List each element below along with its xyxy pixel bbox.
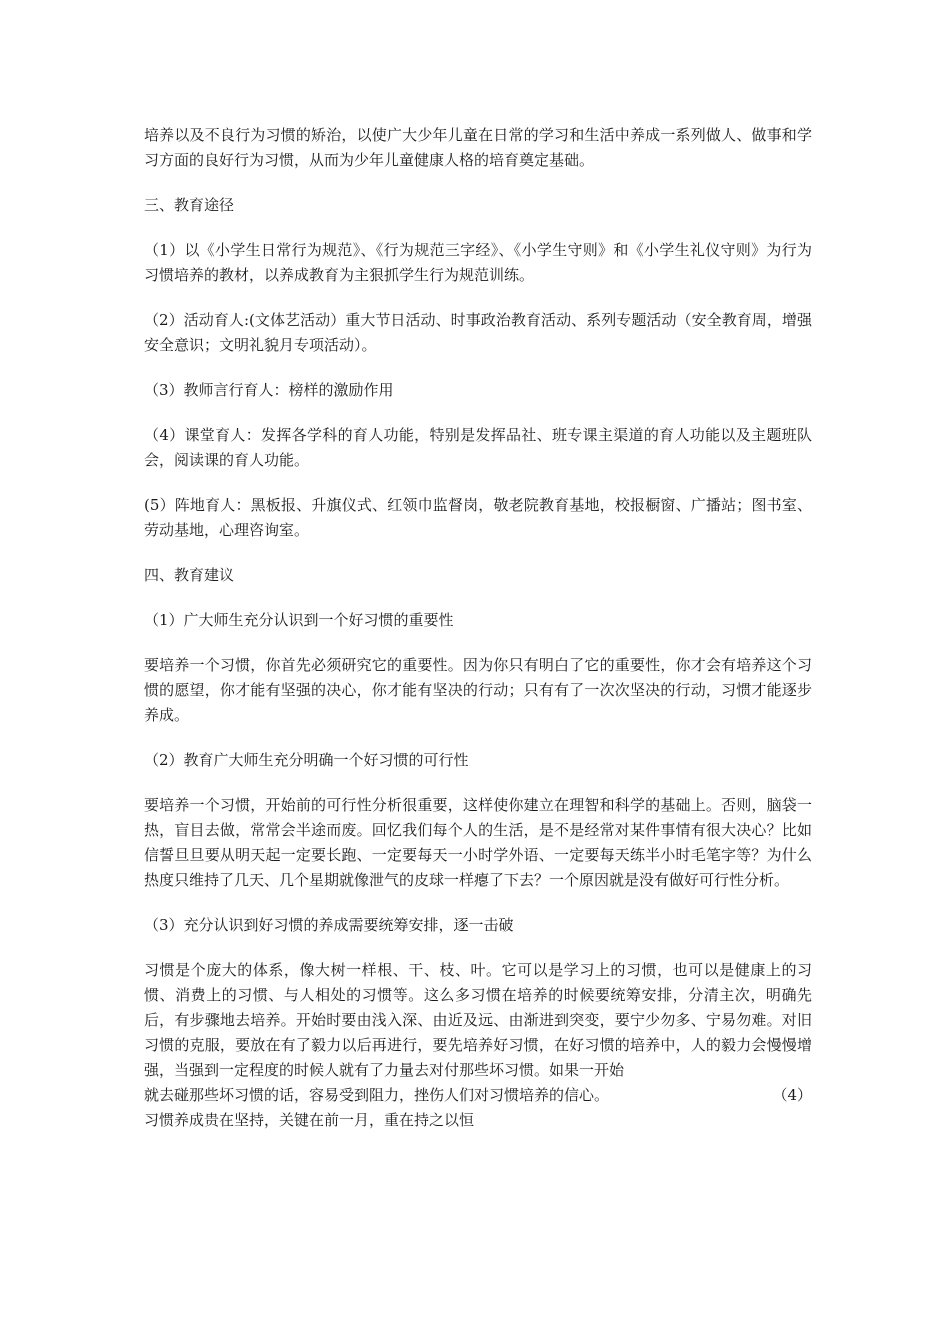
- paragraph-suggestion-2-title: （2）教育广大师生充分明确一个好习惯的可行性: [144, 751, 469, 769]
- paragraph-suggestion-3-title: （3）充分认识到好习惯的养成需要统筹安排，逐一击破: [144, 916, 514, 934]
- paragraph-approach-4: （4）课堂育人：发挥各学科的育人功能，特别是发挥品社、班专课主渠道的育人功能以及主题班队会，阅读课的育人功能。: [144, 426, 812, 469]
- section-heading-education-suggestions: 四、教育建议: [144, 566, 235, 584]
- split-line: [144, 1083, 812, 1108]
- split-line-right: （4）: [772, 1086, 812, 1104]
- paragraph-suggestion-3-body: [144, 958, 812, 1133]
- paragraph-intro: 培养以及不良行为习惯的矫治，以使广大少年儿童在日常的学习和生活中养成一系列做人、做事和学习方面的良好行为习惯，从而为少年儿童健康人格的培育奠定基础。: [144, 126, 812, 169]
- paragraph-suggestion-3-text: 习惯是个庞大的体系，像大树一样根、干、枝、叶。它可以是学习上的习惯，也可以是健康上的习惯、消费上的习惯、与人相处的习惯等。这么多习惯在培养的时候要统筹安排，分清主次，明确先后，有步骤地去培养。开始时要由浅入深、由近及远、由渐进到突变，要宁少勿多、宁易勿难。对旧习惯的克服，要放在有了毅力以后再进行，要先培养好习惯，在好习惯的培养中，人的毅力会慢慢增强，当强到一定程度的时候人就有了力量去对付那些坏习惯。如果一开始: [144, 961, 812, 1079]
- paragraph-approach-1: （1）以《小学生日常行为规范》、《行为规范三字经》、《小学生守则》和《小学生礼仪守则》为行为习惯培养的教材，以养成教育为主狠抓学生行为规范训练。: [144, 241, 812, 284]
- paragraph-approach-5: (5）阵地育人：黑板报、升旗仪式、红领巾监督岗，敬老院教育基地，校报橱窗、广播站；图书室、劳动基地，心理咨询室。: [144, 496, 812, 539]
- paragraph-suggestion-1-body: 要培养一个习惯，你首先必须研究它的重要性。因为你只有明白了它的重要性，你才会有培养这个习惯的愿望，你才能有坚强的决心，你才能有坚决的行动；只有有了一次次坚决的行动，习惯才能逐步养成。: [144, 656, 812, 724]
- document-page: [144, 123, 812, 1133]
- paragraph-suggestion-1-title: （1）广大师生充分认识到一个好习惯的重要性: [144, 611, 454, 629]
- paragraph-approach-3: （3）教师言行育人：榜样的激励作用: [144, 381, 394, 399]
- paragraph-suggestion-2-body: 要培养一个习惯，开始前的可行性分析很重要，这样使你建立在理智和科学的基础上。否则，脑袋一热，盲目去做，常常会半途而废。回忆我们每个人的生活，是不是经常对某件事情有很大决心？比如信誓旦旦要从明天起一定要长跑、一定要每天一小时学外语、一定要每天练半小时毛笔字等？为什么热度只维持了几天、几个星期就像泄气的皮球一样瘪了下去？一个原因就是没有做好可行性分析。: [144, 796, 812, 889]
- split-line-left: 就去碰那些坏习惯的话，容易受到阻力，挫伤人们对习惯培养的信心。: [144, 1086, 610, 1104]
- paragraph-suggestion-4-title: 习惯养成贵在坚持，关键在前一月，重在持之以恒: [144, 1111, 475, 1129]
- section-heading-education-approach: 三、教育途径: [144, 196, 235, 214]
- paragraph-approach-2: （2）活动育人:(文体艺活动）重大节日活动、时事政治教育活动、系列专题活动（安全教育周，增强安全意识；文明礼貌月专项活动）。: [144, 311, 812, 354]
